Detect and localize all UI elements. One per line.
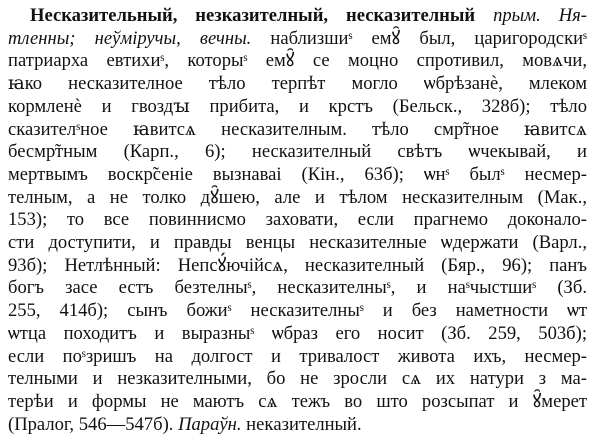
entry-line-10: 153); то все повиннисмо заховати, если прагнемо доконало- <box>8 209 587 231</box>
citation-text: наблизшиˢ емꙋ̑ был, царигородскиˢ <box>251 27 587 49</box>
entry-line-13: богъ засе естъ безтелныˢ, несказителныˢ, и наˢчыстшиˢ (Зб. <box>8 277 587 299</box>
entry-line-14: 255, 414б); сынъ божиˢ несказителныˢ и без наметности ѡт <box>8 300 587 322</box>
entry-line-18: терѣи и формы не маютъ сѧ тежъ во што розсыпат и ꙋ̑мерет <box>8 390 587 412</box>
entry-line-12: 93б); Нетлѣнный: Непсꙋ́ючiйсѧ, несказителный (Бяр., 96); панъ <box>8 254 587 276</box>
part-of-speech: прым. Ня- <box>493 5 587 26</box>
entry-line-15: ѡтца походитъ и вырaзныˢ ѡбраз его носит (Зб. 259, 503б); <box>8 322 587 344</box>
cross-reference-label: Параўн. <box>178 413 242 435</box>
entry-line-9: телным, а не толко дꙋ̑шею, але и тѣлом несказителным (Мак., <box>8 186 587 208</box>
headword: Несказительный, незказителный, несказителный <box>30 5 476 26</box>
entry-line-16: если поˢзришъ на долгост и тривалост живота ихъ, несмер- <box>8 345 587 367</box>
entry-line-19: (Пралог, 546—547б). Параўн. некaзителный. <box>8 413 362 435</box>
entry-line-1 <box>8 5 587 28</box>
entry-line-11: сти доступити, и правды венцы несказителные ѡдержати (Варл., <box>8 232 587 254</box>
entry-line-6: сказителˢное ꙗвитсѧ несказителным. тѣло смр̃тное ꙗвитсѧ <box>8 118 587 140</box>
entry-line-4: ꙗко несказителное тѣло терпѣт могло ѡбрѣзанѐ, млеком <box>8 73 587 95</box>
entry-line-3: патриарха евтихиˢ, которыˢ емꙋ̑ се моцно спротивил, мовѧчи, <box>8 50 587 72</box>
definition: тленны; неўмiручы, вечны. <box>8 27 252 49</box>
cross-reference-word: некaзителный. <box>241 413 362 435</box>
entry-line-5: кормленѐ и гвоздꙑ прибита, и крстъ (Бельск., 328б); тѣло <box>8 95 587 117</box>
entry-line-8: мертвымъ воскр̃сенiе вызнаваi (Кiн., 63б); ѡнˢ былˢ несмер- <box>8 163 587 185</box>
entry-line-17: телными и незказителными, бо не зросли сѧ их натури з ма- <box>8 368 587 390</box>
entry-line-7: бесмр̃тным (Карп., 6); несказителный свѣтъ ѡчекывай, и <box>8 141 587 163</box>
entry-line-2 <box>8 28 587 51</box>
